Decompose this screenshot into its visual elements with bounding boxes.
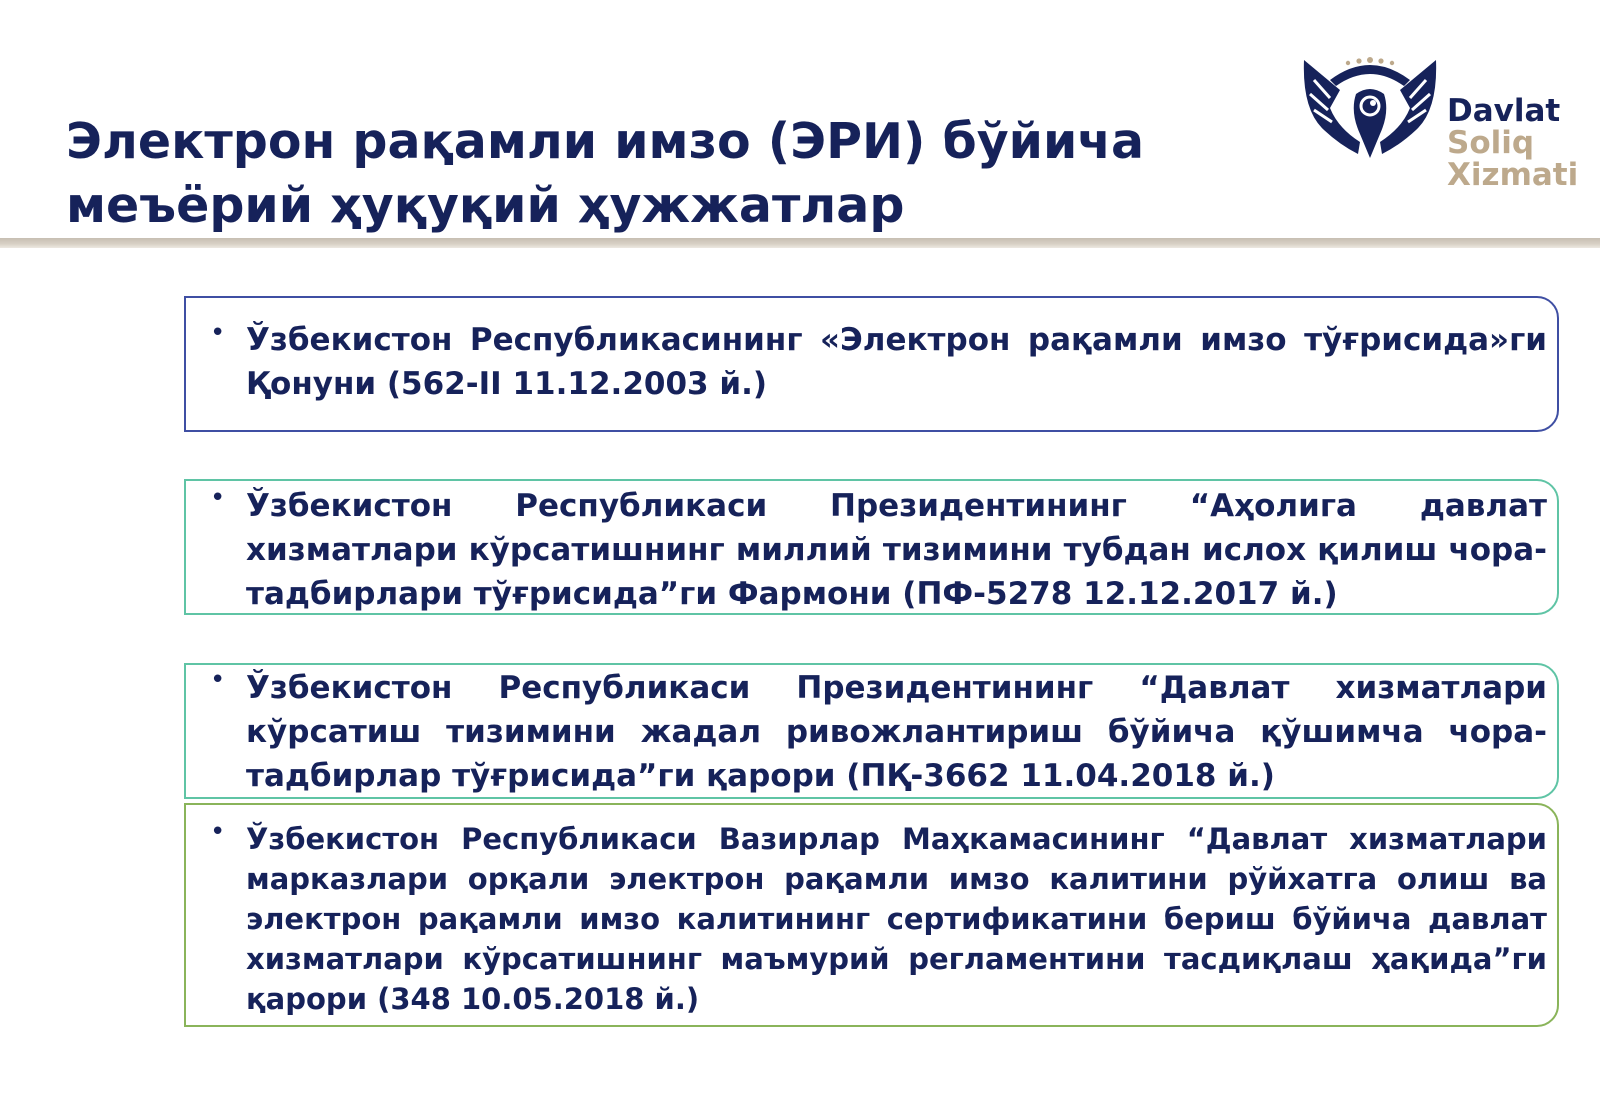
title-divider [0,238,1600,248]
logo-word-davlat: Davlat [1447,93,1561,129]
bullet-icon: • [210,483,226,513]
logo-word-xizmati: Xizmati [1447,157,1579,193]
document-card-3 [184,663,1559,799]
document-card-4 [184,803,1559,1027]
document-text-1: Ўзбекистон Республикасининг «Электрон рақамли имзо тўғрисида»ги Қонуни (562-II 11.12.2003 й.) [246,322,1547,402]
bullet-icon: • [210,318,226,348]
page-title [66,110,1216,238]
document-text-2: Ўзбекистон Республикаси Президентининг “Аҳолига давлат хизматлари кўрсатишнинг миллий тизимини тубдан ислох қилиш чора-тадбирлари тўғрисида”ги Фармони (ПФ-5278 12.12.2017 й.) [246,488,1547,612]
document-card-2 [184,479,1559,615]
document-text-4: Ўзбекистон Республикаси Вазирлар Маҳкамасининг “Давлат хизматлари марказлари орқали электрон рақамли имзо калитини рўйхатга олиш ва электрон рақамли имзо калитининг сертификатини бериш бўйича давлат хизматлари кўрсатишнинг маъмурий регламентини тасдиқлаш ҳақида”ги қарори (348 10.05.2018 й.) [246,822,1547,1016]
logo [1300,50,1590,210]
eagle-emblem-icon [1300,50,1440,165]
page-title-line-1: Электрон рақамли имзо (ЭРИ) бўйича [66,113,1145,170]
document-card-1 [184,296,1559,432]
page-title-line-2: меъёрий ҳуқуқий ҳужжатлар [66,177,905,234]
document-text-3: Ўзбекистон Республикаси Президентининг “Давлат хизматлари кўрсатиш тизимини жадал ривожлантириш бўйича қўшимча чора-тадбирлар тўғрисида”ги қарори (ПҚ-3662 11.04.2018 й.) [246,670,1547,794]
logo-word-soliq: Soliq [1447,125,1535,161]
logo-wordmark [1447,95,1578,191]
bullet-icon: • [210,665,226,695]
bullet-icon: • [210,817,226,847]
